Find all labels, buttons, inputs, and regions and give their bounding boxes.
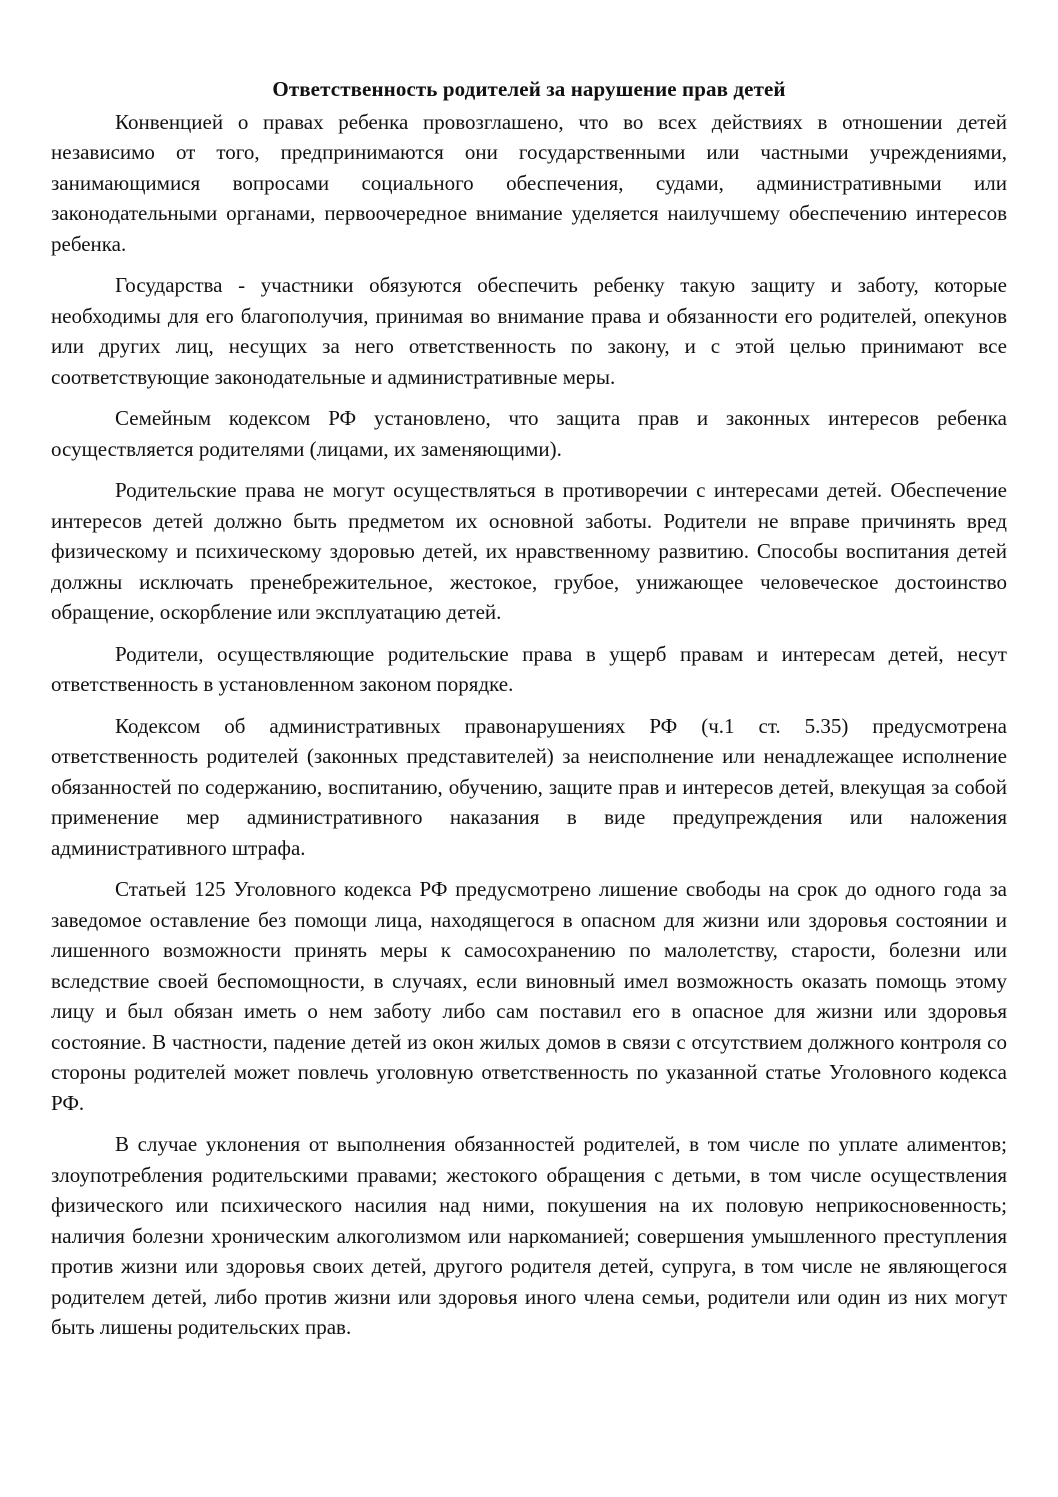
document-page	[51, 74, 1007, 1354]
paragraph-responsibility: Родители, осуществляющие родительские права в ущерб правам и интересам детей, несут ответственность в установленном законом порядке.	[51, 641, 1007, 696]
paragraph-administrative-code: Кодексом об административных правонарушениях РФ (ч.1 ст. 5.35) предусмотрена ответственность родителей (законных представителей) за неисполнение или ненадлежащее исполнение обязанностей по содержанию, воспитанию, обучению, защите прав и интересов детей, влекущая за собой применение мер административного наказания в виде предупреждения или наложения административного штрафа.	[51, 713, 1007, 860]
paragraph-convention: Конвенцией о правах ребенка провозглашено, что во всех действиях в отношении детей независимо от того, предпринимаются они государственными или частными учреждениями, занимающимися вопросами социального обеспечения, судами, административными или законодательными органами, первоочередное внимание уделяется наилучшему обеспечению интересов ребенка.	[51, 109, 1007, 256]
paragraph-parental-rights: Родительские права не могут осуществляться в противоречии с интересами детей. Обеспечение интересов детей должно быть предметом их основной заботы. Родители не вправе причинять вред физическому и психическому здоровью детей, их нравственному развитию. Способы воспитания детей должны исключать пренебрежительное, жестокое, грубое, унижающее человеческое достоинство обращение, оскорбление или эксплуатацию детей.	[51, 478, 1007, 624]
paragraph-state-parties: Государства - участники обязуются обеспечить ребенку такую защиту и заботу, которые необходимы для его благополучия, принимая во внимание права и обязанности его родителей, опекунов или других лиц, несущих за него ответственность по закону, и с этой целью принимают все соответствующие законодательные и административные меры.	[51, 273, 1007, 389]
paragraph-family-code: Семейным кодексом РФ установлено, что защита прав и законных интересов ребенка осуществляется родителями (лицами, их заменяющими).	[51, 406, 1007, 461]
paragraph-deprivation-of-rights: В случае уклонения от выполнения обязанностей родителей, в том числе по уплате алиментов; злоупотребления родительскими правами; жестокого обращения с детьми, в том числе осуществления физического или психического насилия над ними, покушения на их половую неприкосновенность; наличия болезни хроническим алкоголизмом или наркоманией; совершения умышленного преступления против жизни или здоровья своих детей, другого родителя детей, супруга, в том числе не являющегося родителем детей, либо против жизни или здоровья иного члена семьи, родители или один из них могут быть лишены родительских прав.	[51, 1132, 1007, 1339]
paragraph-criminal-code: Статьей 125 Уголовного кодекса РФ предусмотрено лишение свободы на срок до одного года за заведомое оставление без помощи лица, находящегося в опасном для жизни или здоровья состоянии и лишенного возможности принять меры к самосохранению по малолетству, старости, болезни или вследствие своей беспомощности, в случаях, если виновный имел возможность оказать помощь этому лицу и был обязан иметь о нем заботу либо сам поставил его в опасное для жизни или здоровья состояние. В частности, падение детей из окон жилых домов в связи с отсутствием должного контроля со стороны родителей может повлечь уголовную ответственность по указанной статье Уголовного кодекса РФ.	[51, 877, 1007, 1115]
document-title: Ответственность родителей за нарушение прав детей	[272, 77, 786, 101]
